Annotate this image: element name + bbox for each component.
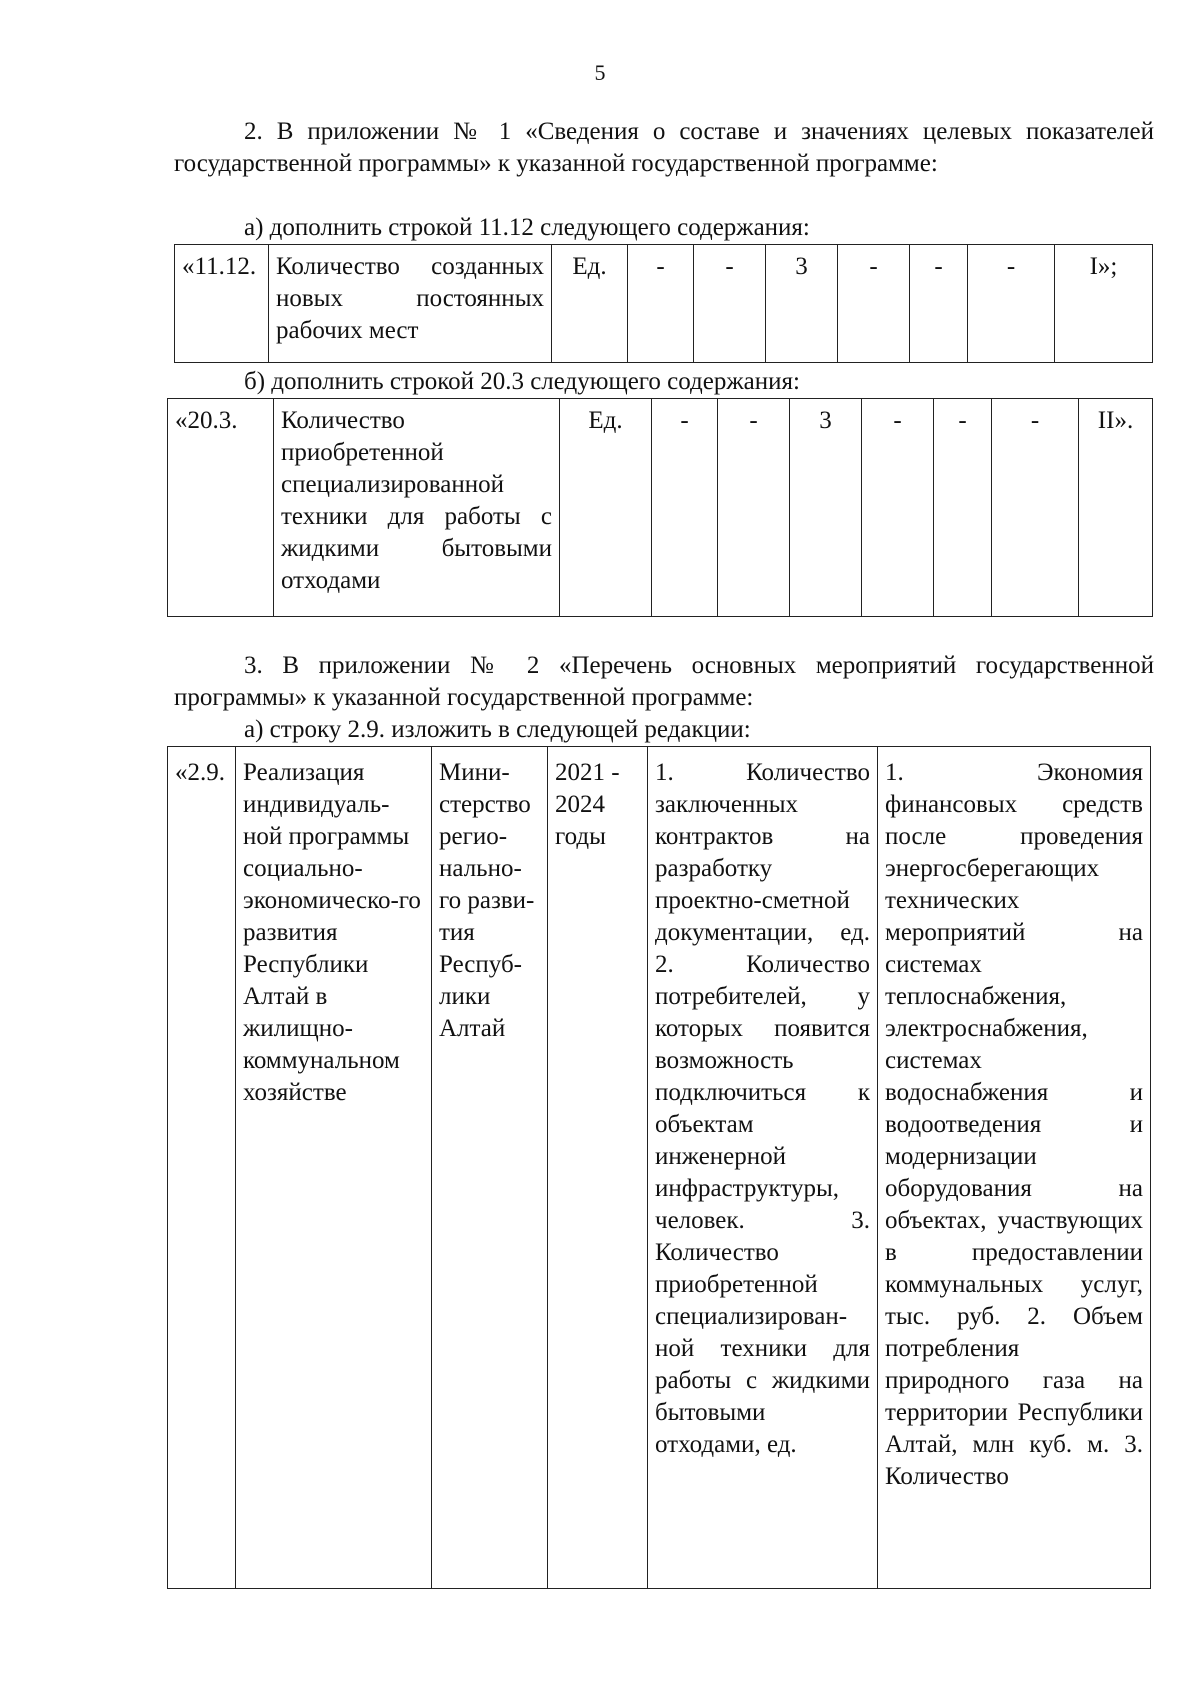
value-cell: - [652, 399, 718, 617]
value-cell: 3 [766, 245, 838, 363]
indicator-name-cell: Количество приобретенной специализированной техники для работы с жидкими бытовыми отходами [274, 399, 560, 617]
section-2-intro: 2. В приложении № 1 «Сведения о составе и значениях целевых показателей государственной программы» к указанной государственной программе: [174, 118, 1154, 177]
section-3-item-a: а) строку 2.9. изложить в следующей редакции: [244, 716, 751, 743]
table-row-2-9 [167, 746, 1151, 1589]
table-row [168, 399, 1153, 617]
value-cell: - [628, 245, 694, 363]
section-3-intro: 3. В приложении № 2 «Перечень основных мероприятий государственной программы» к указанной государственной программе: [174, 652, 1154, 711]
row-number-cell: «20.3. [168, 399, 274, 617]
category-cell: II». [1079, 399, 1153, 617]
row-number-cell: «11.12. [175, 245, 269, 363]
section-2-item-b: б) дополнить строкой 20.3 следующего содержания: [244, 368, 800, 395]
event-name-cell: Реализация индивидуаль-ной программы социально-экономическо-го развития Республики Алтай в жилищно-коммунальном хозяйстве [236, 747, 432, 1589]
section-2-item-a: а) дополнить строкой 11.12 следующего содержания: [244, 214, 810, 241]
period-cell: 2021 - 2024 годы [548, 747, 648, 1589]
table-row-20-3 [167, 398, 1153, 617]
value-cell: - [862, 399, 934, 617]
indicator-name-cell: Количество созданных новых постоянных рабочих мест [269, 245, 552, 363]
results-cell: 1. Экономия финансовых средств после проведения энергосберегающих технических мероприятий на системах теплоснабжения, электроснабжения, системах водоснабжения и водоотведения и модернизации оборудования на объектах, участвующих в предоставлении коммунальных услуг, тыс. руб. 2. Объем потребления природного газа на территории Республики Алтай, млн куб. м. 3. Количество [878, 747, 1151, 1589]
value-cell: - [910, 245, 968, 363]
executor-cell: Мини-стерство регио-нально-го разви-тия Респуб-лики Алтай [432, 747, 548, 1589]
value-cell: - [718, 399, 790, 617]
value-cell: - [992, 399, 1079, 617]
row-number-cell: «2.9. [168, 747, 236, 1589]
table-row [175, 245, 1153, 363]
page-number: 5 [594, 60, 606, 85]
value-cell: 3 [790, 399, 862, 617]
value-cell: - [934, 399, 992, 617]
value-cell: - [968, 245, 1055, 363]
table-row-11-12 [174, 244, 1153, 363]
indicators-cell: 1. Количество заключенных контрактов на разработку проектно-сметной документации, ед. 2. Количество потребителей, у которых появится возможность подключиться к объектам инженерной инфраструктуры, человек. 3. Количество приобретенной специализирован-ной техники для работы с жидкими бытовыми отходами, ед. [648, 747, 878, 1589]
unit-cell: Ед. [560, 399, 652, 617]
unit-cell: Ед. [552, 245, 628, 363]
table-row [168, 747, 1151, 1589]
category-cell: I»; [1055, 245, 1153, 363]
value-cell: - [694, 245, 766, 363]
value-cell: - [838, 245, 910, 363]
